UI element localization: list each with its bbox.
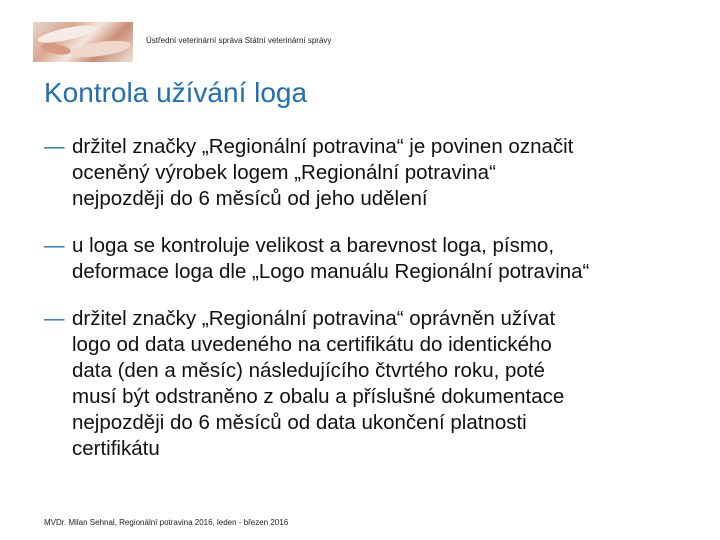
bullet-text-line: nejpozději do 6 měsíců od data ukončení platnosti	[72, 411, 527, 434]
header-photo	[33, 22, 133, 62]
bullet-text-line: držitel značky „Regionální potravina“ je povinen označit	[72, 135, 574, 158]
bullet-item	[44, 306, 704, 462]
bullet-marker: —	[44, 307, 65, 330]
slide-title: Kontrola užívání loga	[44, 77, 308, 108]
bullet-marker: —	[44, 135, 65, 158]
bullet-text-line: musí být odstraněno z obalu a příslušné dokumentace	[72, 385, 565, 408]
slide-footer: MVDr. Milan Sehnal, Regionální potravina 2016, leden - březen 2016	[44, 518, 289, 527]
bullet-text-line: oceněný výrobek logem „Regionální potravina“	[72, 161, 496, 184]
bullet-text-line: držitel značky „Regionální potravina“ oprávněn užívat	[72, 307, 556, 330]
bullet-item	[44, 134, 704, 212]
fish-fillet-shape	[68, 38, 131, 60]
bullet-text-line: nejpozději do 6 měsíců od jeho udělení	[72, 187, 428, 210]
bullet-item	[44, 233, 704, 285]
bullet-marker: —	[44, 234, 65, 257]
bullet-list	[44, 134, 704, 483]
header-organization: Ústřední veterinární správa Státní veterinární správy	[146, 36, 332, 45]
bullet-text-line: logo od data uvedeného na certifikátu do identického	[72, 333, 552, 356]
bullet-text-line: certifikátu	[72, 437, 160, 460]
bullet-text-line: deformace loga dle „Logo manuálu Regionální potravina“	[72, 260, 590, 283]
bullet-text-line: data (den a měsíc) následujícího čtvrtého roku, poté	[72, 359, 545, 382]
fish-fillet-shape	[40, 41, 71, 56]
bullet-text-line: u loga se kontroluje velikost a barevnost loga, písmo,	[72, 234, 555, 257]
